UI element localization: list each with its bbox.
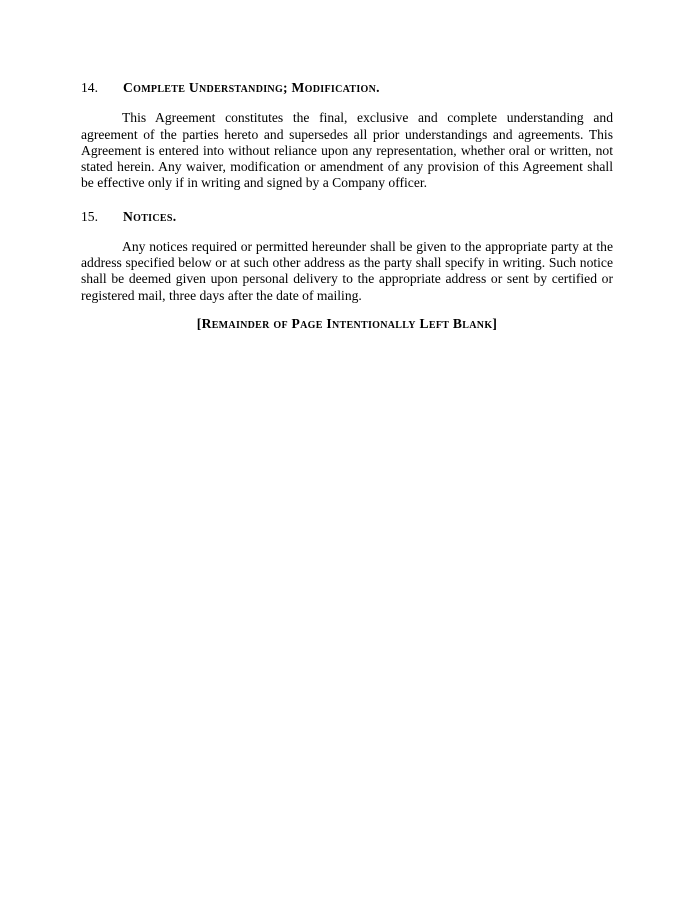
section-15-title: Notices. [123,208,177,224]
remainder-of-page-notice: [Remainder of Page Intentionally Left Blank] [196,316,498,332]
section-14-number: 14. [81,80,98,95]
section-15-number: 15. [81,208,98,224]
section-15-paragraph: Any notices required or permitted hereunder shall be given to the appropriate party at the address specified below or at such other address as the party shall specify in writing. Such notice shall be deemed given upon personal delivery to the appropriate address or sent by certified or registered mail, three days after the date of mailing. [81,238,613,303]
section-14-title: Complete Understanding; Modification. [123,80,380,95]
section-14-heading [81,80,613,96]
section-14-paragraph: This Agreement constitutes the final, exclusive and complete understanding and agreement of the parties hereto and supersedes all prior understandings and agreements. This Agreement is entered into without reliance upon any representation, whether oral or written, not stated herein. Any waiver, modification or amendment of any provision of this Agreement shall be effective only if in writing and signed by a Company officer. [81,110,613,191]
section-15-heading [81,209,613,225]
